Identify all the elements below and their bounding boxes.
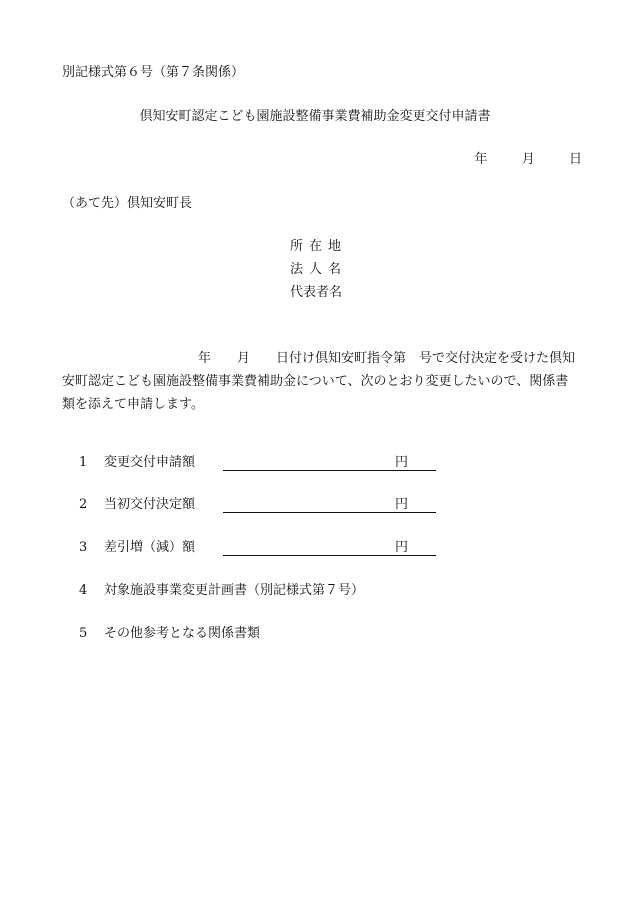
body-month: 月 bbox=[237, 351, 251, 366]
corporation-label: 法人名 bbox=[290, 262, 348, 277]
date-year: 年 bbox=[474, 152, 488, 167]
item-initial-amount bbox=[79, 497, 408, 512]
item-label: 対象施設事業変更計画書（別記様式第７号） bbox=[104, 583, 365, 598]
document-title: 倶知安町認定こども園施設整備事業費補助金変更交付申請書 bbox=[139, 109, 491, 124]
yen-unit: 円 bbox=[394, 455, 408, 470]
item-number: 4 bbox=[79, 583, 88, 598]
item-label: 差引増（減）額 bbox=[104, 540, 196, 555]
item-other-documents bbox=[79, 627, 260, 640]
addressee: （あて先）倶知安町長 bbox=[62, 196, 193, 211]
item-number: 5 bbox=[79, 626, 88, 641]
item-change-amount bbox=[79, 455, 408, 470]
date-line bbox=[474, 153, 582, 166]
yen-unit: 円 bbox=[394, 540, 408, 555]
item-label: 変更交付申請額 bbox=[104, 455, 196, 470]
address-label: 所在地 bbox=[290, 239, 348, 254]
item-number: 2 bbox=[79, 497, 88, 512]
item-difference-amount bbox=[79, 540, 408, 555]
item-number: 3 bbox=[79, 540, 88, 555]
amount-field bbox=[223, 498, 436, 513]
application-body bbox=[62, 347, 582, 416]
yen-unit: 円 bbox=[394, 497, 408, 512]
body-text-2: 号で交付決定を受けた倶知 bbox=[419, 351, 576, 366]
body-year: 年 bbox=[198, 351, 212, 366]
representative-label: 代表者名 bbox=[290, 285, 343, 300]
item-label: 当初交付決定額 bbox=[104, 497, 196, 512]
item-number: 1 bbox=[79, 455, 88, 470]
amount-field bbox=[223, 541, 436, 556]
date-day: 日 bbox=[568, 152, 582, 167]
amount-field bbox=[223, 456, 436, 471]
item-change-plan bbox=[79, 584, 364, 597]
body-text-1: 日付け倶知安町指令第 bbox=[276, 351, 407, 366]
applicant-block bbox=[290, 240, 347, 309]
form-number: 別記様式第６号（第７条関係） bbox=[62, 65, 245, 80]
date-month: 月 bbox=[521, 152, 535, 167]
item-label: その他参考となる関係書類 bbox=[104, 626, 261, 641]
body-line-2: 安町認定こども園施設整備事業費補助金について、次のとおり変更したいので、関係書 bbox=[62, 374, 569, 389]
body-line-3: 類を添えて申請します。 bbox=[62, 397, 204, 412]
